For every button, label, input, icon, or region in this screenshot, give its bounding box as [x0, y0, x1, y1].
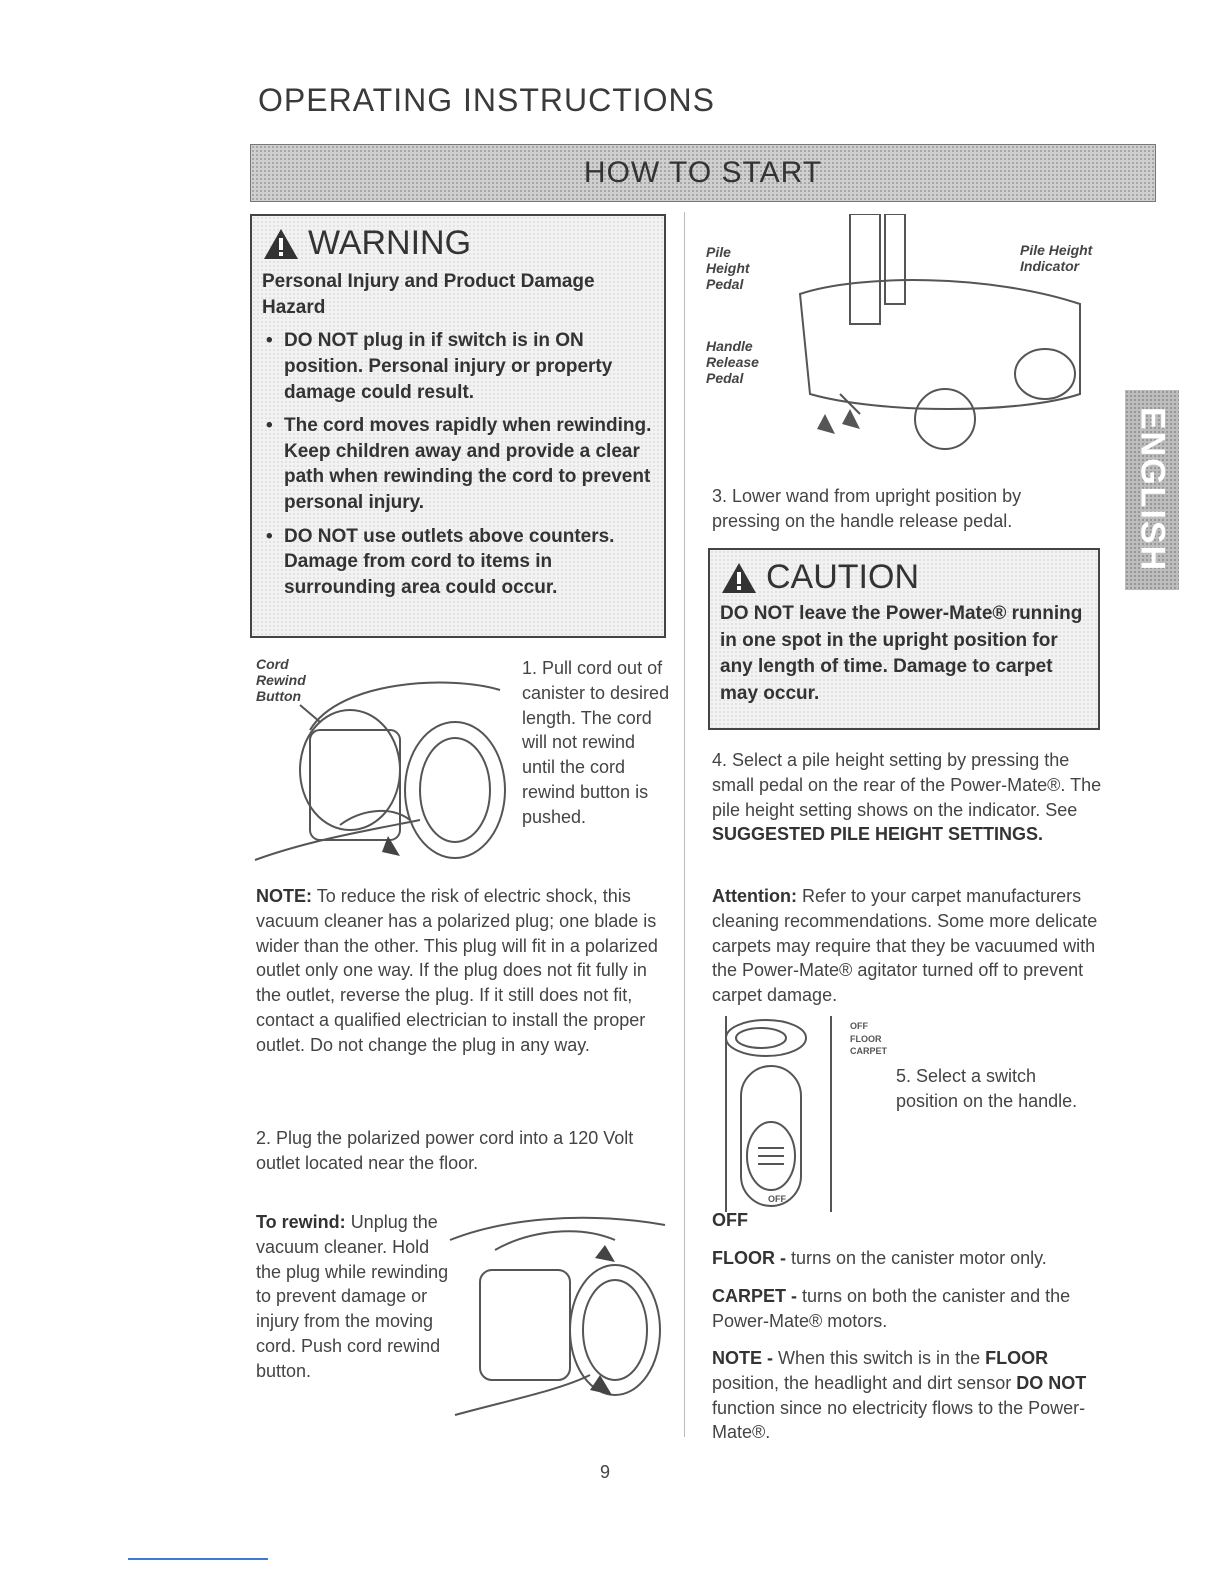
floor-text: turns on the canister motor only. — [791, 1248, 1047, 1268]
carpet-text: turns on both the canister and the Power-Mate® motors. — [712, 1286, 1071, 1331]
pile-height-pedal-callout: Pile Height Pedal — [706, 244, 750, 293]
warning-subtitle: Personal Injury and Product Damage Hazard — [262, 271, 595, 318]
warning-list — [262, 328, 654, 600]
step-1-text: 1. Pull cord out of canister to desired length. The cord will not rewind until the cord rewind button is pushed. — [522, 658, 670, 827]
switch-label-off: OFF — [850, 1021, 868, 1031]
caution-box — [708, 548, 1100, 730]
rewind-illustration — [440, 1200, 670, 1430]
caution-triangle-icon — [720, 561, 758, 595]
note-floor-text-3: function since no electricity flows to the Power-Mate®. — [712, 1397, 1086, 1443]
caution-heading — [720, 558, 1088, 597]
step-4-body: 4. Select a pile height setting by pressing the small pedal on the rear of the Power-Mate®. The pile height setting shows on the indicator. See — [712, 750, 1102, 820]
note-text: To reduce the risk of electric shock, this vacuum cleaner has a polarized plug; one blade is wider than the other. This plug will fit in a polarized outlet only one way. If the plug does not fit fully in the outlet, reverse the plug. If it still does not fit, contact a qualified electrician to install the proper outlet. Do not change the plug in any way. — [256, 886, 658, 1055]
rewind-instructions — [256, 1210, 452, 1384]
step-2-text: 2. Plug the polarized power cord into a 120 Volt outlet located near the floor. — [256, 1128, 634, 1173]
step-3-text: 3. Lower wand from upright position by pressing on the handle release pedal. — [712, 486, 1022, 531]
note-floor-label: NOTE - — [712, 1348, 773, 1368]
warning-heading-text: WARNING — [308, 224, 472, 262]
carpet-label: CARPET - — [712, 1286, 797, 1306]
attention-label: Attention: — [712, 886, 797, 906]
section-title: HOW TO START — [583, 156, 823, 189]
warning-item: • DO NOT use outlets above counters. Damage from cord to items in surrounding area could occur. — [262, 524, 654, 601]
language-tab-label: ENGLISH — [1133, 407, 1172, 573]
cord-rewind-callout: Cord Rewind Button — [256, 656, 306, 705]
floor-position-note — [712, 1346, 1104, 1445]
note-floor-bold-1: FLOOR — [985, 1348, 1049, 1368]
caution-text: DO NOT leave the Power-Mate® running in one spot in the upright position for any length of time. Damage to carpet may occur. — [720, 603, 1083, 704]
attention-body: Refer to your carpet manufacturers cleaning recommendations. Some more delicate carpets may require that they be vacuumed with the Power-Mate® agitator turned off to prevent carpet damage. — [712, 886, 1098, 1006]
section-banner — [250, 144, 1156, 202]
note-floor-text-1: When this switch is in the — [778, 1348, 981, 1368]
step-5-text: 5. Select a switch position on the handle. — [896, 1066, 1078, 1111]
attention-text — [712, 884, 1104, 1008]
switch-off-label — [712, 1208, 748, 1233]
rewind-label: To rewind: — [256, 1212, 346, 1232]
page-number: 9 — [600, 1462, 611, 1482]
polarized-plug-note — [256, 884, 666, 1058]
language-tab — [1125, 390, 1179, 590]
caution-heading-text: CAUTION — [766, 558, 919, 596]
warning-triangle-icon — [262, 227, 300, 261]
footer-rule — [128, 1558, 268, 1560]
switch-label-carpet: CARPET — [850, 1046, 888, 1057]
step-4-text — [712, 748, 1102, 847]
note-floor-text-2: position, the headlight and dirt sensor — [712, 1372, 1012, 1393]
carpet-description — [712, 1284, 1104, 1334]
warning-item: • The cord moves rapidly when rewinding. Keep children away and provide a clear path when rewinding the cord to prevent personal injury. — [262, 413, 654, 516]
switch-bottom-label: OFF — [768, 1194, 786, 1204]
note-label: NOTE: — [256, 886, 312, 906]
pile-height-indicator-callout: Pile Height Indicator — [1020, 242, 1093, 275]
warning-item: • DO NOT plug in if switch is in ON position. Personal injury or property damage could result. — [262, 328, 654, 405]
switch-label-floor: FLOOR — [850, 1033, 882, 1044]
column-divider — [684, 212, 685, 1437]
floor-description — [712, 1246, 1104, 1271]
page-title: OPERATING INSTRUCTIONS — [258, 82, 715, 118]
off-label: OFF — [712, 1210, 748, 1230]
rewind-text: Unplug the vacuum cleaner. Hold the plug while rewinding to prevent damage or injury from the moving cord. Push cord rewind button. — [256, 1212, 449, 1381]
warning-box — [250, 214, 666, 638]
note-floor-bold-2: DO NOT — [1016, 1372, 1087, 1393]
floor-label: FLOOR - — [712, 1248, 786, 1268]
step-4-reference: SUGGESTED PILE HEIGHT SETTINGS. — [712, 824, 1044, 845]
canister-cord-illustration — [250, 660, 518, 870]
switch-labels — [850, 1020, 887, 1058]
handle-release-pedal-callout: Handle Release Pedal — [706, 338, 759, 387]
warning-heading — [262, 224, 654, 263]
